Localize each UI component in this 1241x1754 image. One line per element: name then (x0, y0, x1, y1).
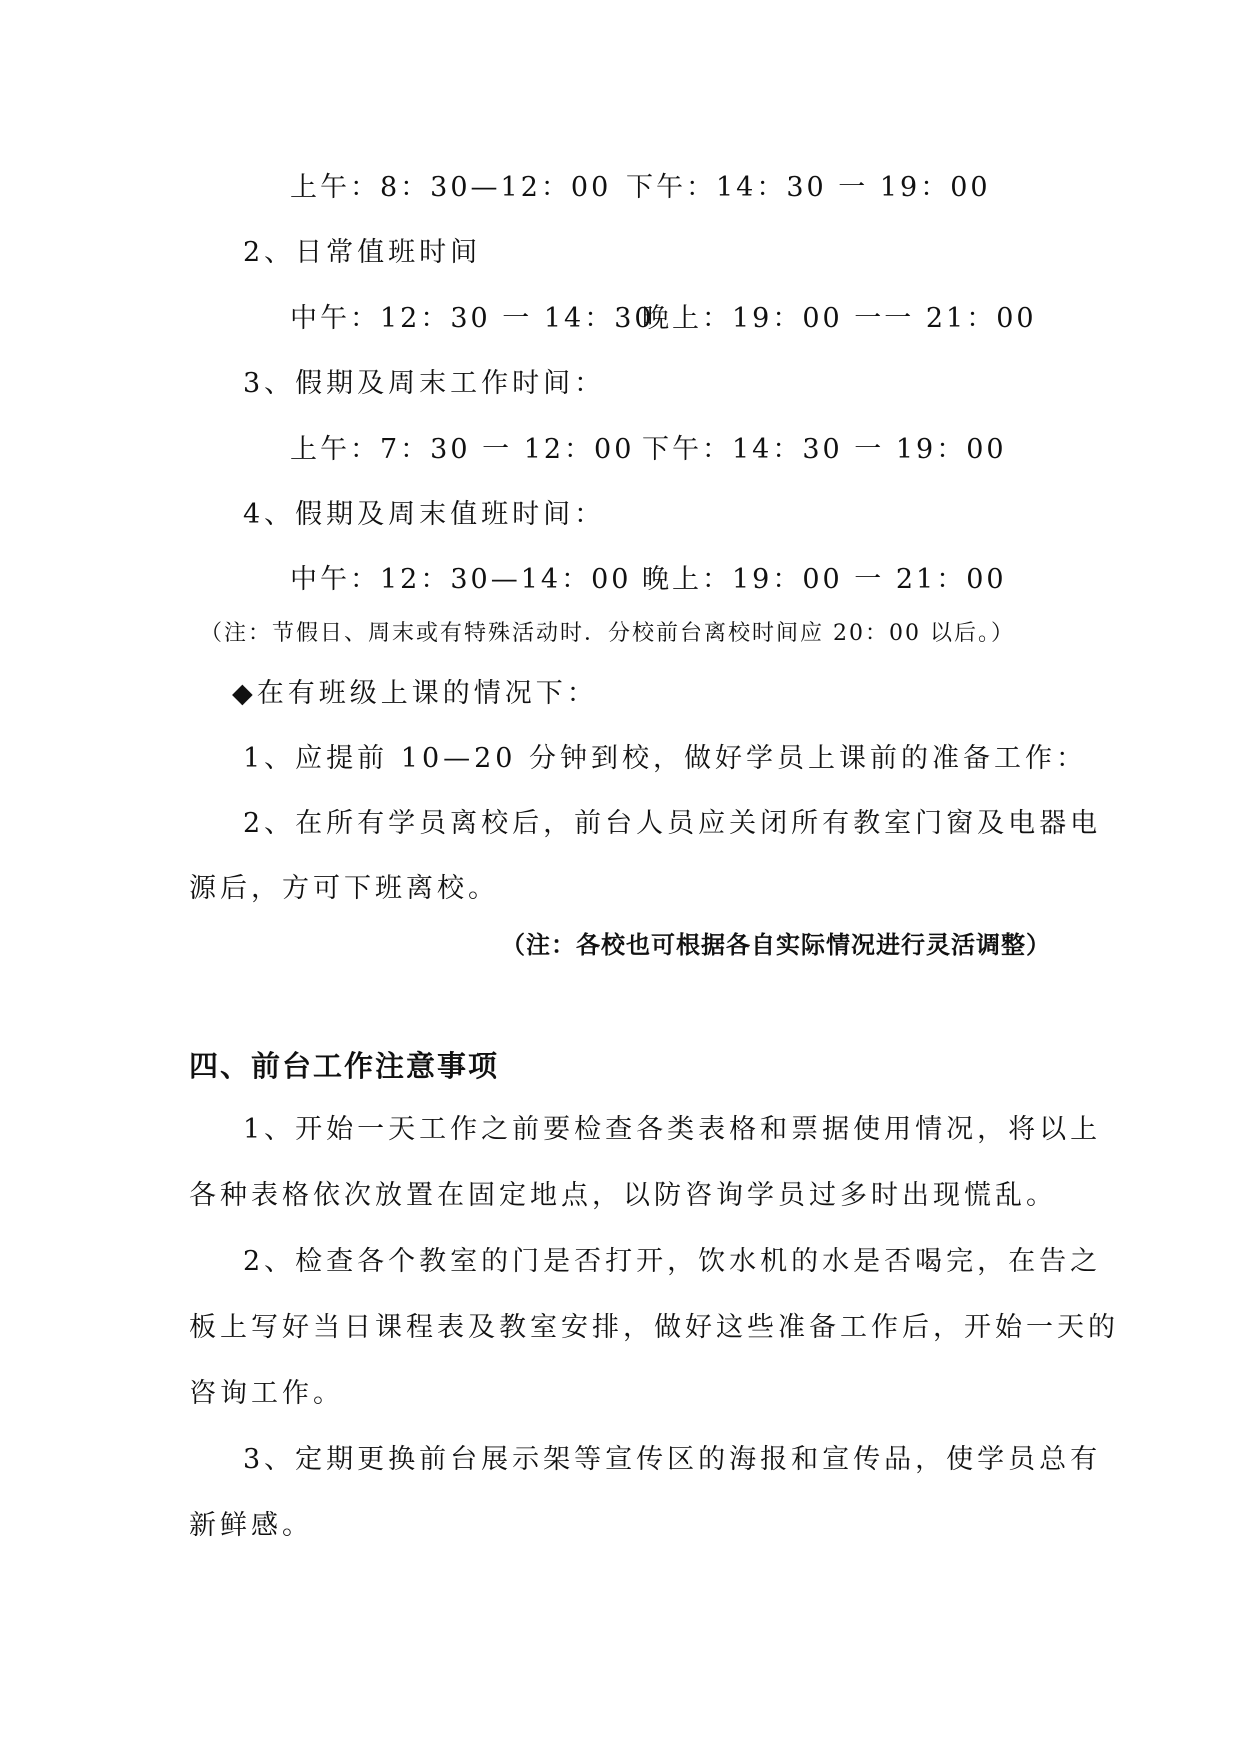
section-4-paragraph-3-line-1: 3、定期更换前台展示架等宣传区的海报和宣传品，使学员总有 (243, 1444, 1102, 1475)
class-paragraph-2-line-1: 2、在所有学员离校后，前台人员应关闭所有教室门窗及电器电 (243, 808, 1102, 839)
schedule-row-1-left: 上午：8：30—12：00 (290, 172, 612, 203)
adjustment-note: （注：各校也可根据各自实际情况进行灵活调整） (501, 931, 1051, 959)
item-4-label: 4、假期及周末值班时间： (243, 499, 606, 530)
class-paragraph-2-line-2: 源后，方可下班离校。 (189, 873, 499, 904)
class-section-title: ◆在有班级上课的情况下： (232, 678, 598, 709)
schedule-row-1-right: 下午：14：30 一 19：00 (626, 172, 991, 203)
section-4-heading: 四、前台工作注意事项 (189, 1049, 500, 1083)
item-3-label: 3、假期及周末工作时间： (243, 368, 606, 399)
schedule-row-2-right: 晚上：19：00 一一 21：00 (642, 303, 1037, 334)
section-4-paragraph-3-line-2: 新鲜感。 (189, 1510, 313, 1541)
schedule-row-3-right: 下午：14：30 一 19：00 (642, 434, 1007, 465)
class-paragraph-1: 1、应提前 10—20 分钟到校，做好学员上课前的准备工作： (243, 743, 1088, 774)
schedule-note: （注：节假日、周末或有特殊活动时．分校前台离校时间应 20：00 以后。） (200, 621, 1015, 646)
section-4-paragraph-2-line-2: 板上写好当日课程表及教室安排，做好这些准备工作后，开始一天的 (189, 1312, 1119, 1343)
section-4-paragraph-2-line-1: 2、检查各个教室的门是否打开，饮水机的水是否喝完，在告之 (243, 1246, 1102, 1277)
schedule-row-3-left: 上午：7：30 一 12：00 (290, 434, 635, 465)
section-4-paragraph-1-line-2: 各种表格依次放置在固定地点，以防咨询学员过多时出现慌乱。 (189, 1180, 1057, 1211)
section-4-paragraph-2-line-3: 咨询工作。 (189, 1378, 344, 1409)
schedule-row-2-left: 中午：12：30 一 14：30 (290, 303, 655, 334)
item-2-label: 2、日常值班时间 (243, 237, 482, 268)
schedule-row-4-right: 晚上：19：00 一 21：00 (642, 564, 1007, 595)
schedule-row-4-left: 中午：12：30—14：00 (290, 564, 632, 595)
section-4-paragraph-1-line-1: 1、开始一天工作之前要检查各类表格和票据使用情况，将以上 (243, 1114, 1102, 1145)
